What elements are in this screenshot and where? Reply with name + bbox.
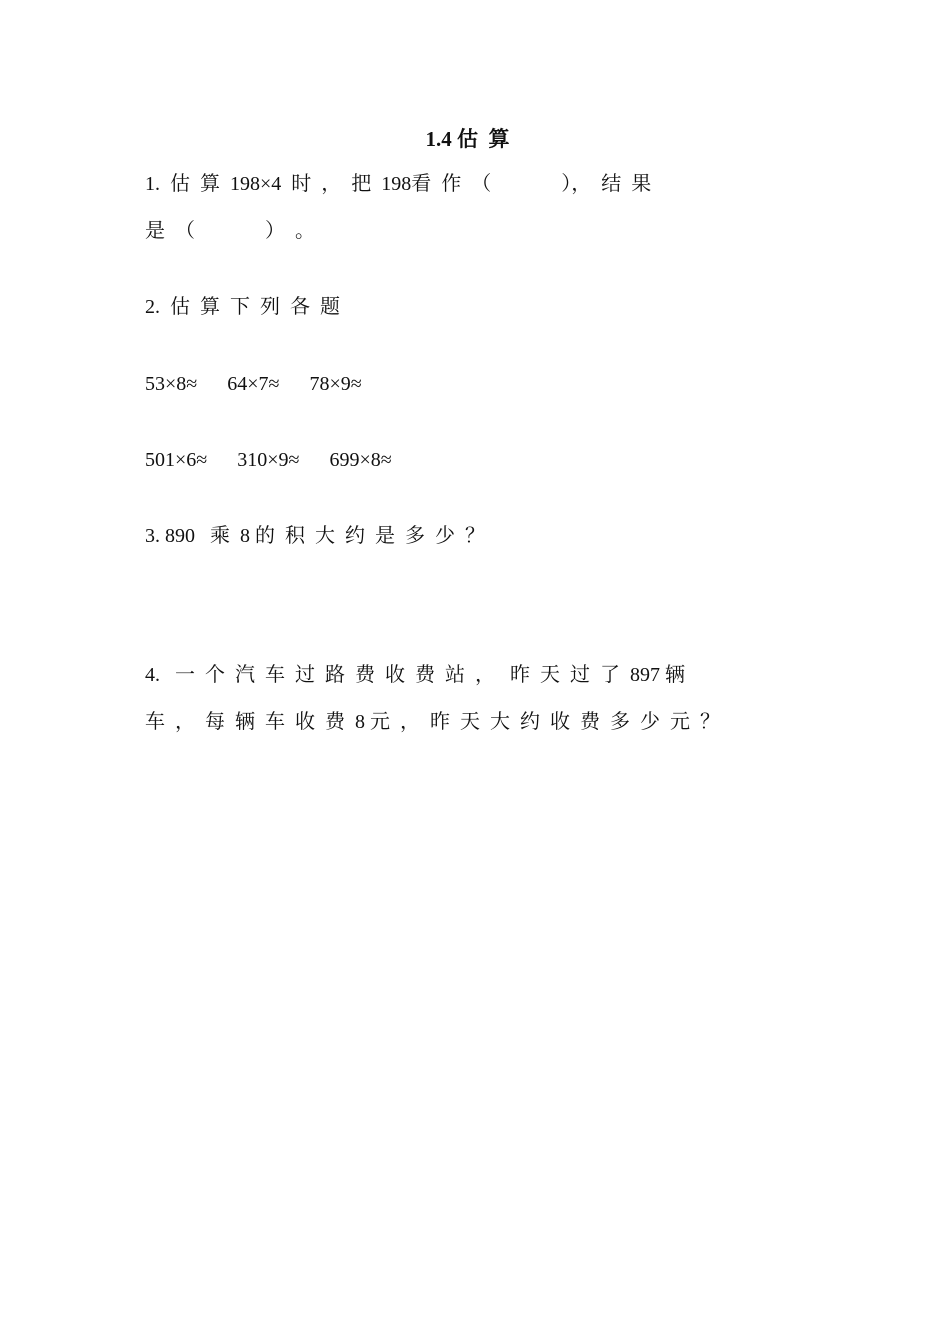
question-1-line-1: 1. 估 算 198×4 时 ， 把 198看 作 （ ）， 结 果 — [145, 173, 652, 195]
question-2-label: 2. 估 算 下 列 各 题 — [145, 296, 340, 318]
question-2-row-2: 501×6≈ 310×9≈ 699×8≈ — [145, 449, 392, 471]
question-4-line-1: 4. 一 个 汽 车 过 路 费 收 费 站 ， 昨 天 过 了 897 辆 — [145, 664, 685, 686]
question-2-row-1: 53×8≈ 64×7≈ 78×9≈ — [145, 373, 362, 395]
page-title: 1.4 估 算 — [425, 127, 510, 151]
question-1-line-2: 是 （ ） 。 — [145, 220, 315, 242]
question-3-text: 3. 890 乘 8 的 积 大 约 是 多 少 ？ — [145, 525, 485, 547]
question-4-line-2: 车 ， 每 辆 车 收 费 8 元 ， 昨 天 大 约 收 费 多 少 元 ？ — [145, 711, 720, 733]
